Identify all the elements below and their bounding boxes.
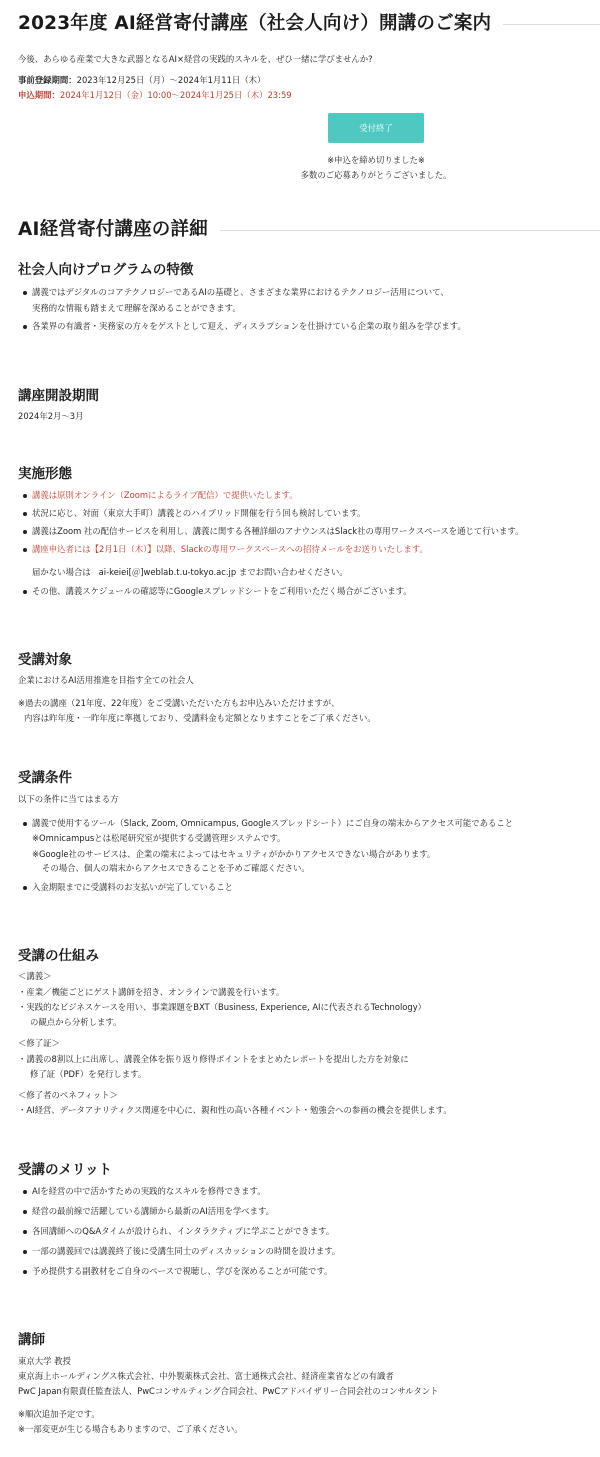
cert-label: ＜修了証＞: [18, 1038, 60, 1048]
instructor-line: 東京海上ホールディングス株式会社、中外製薬株式会社、富士通株式会社、経済産業省などの有識者: [18, 1371, 394, 1381]
list-item: その他、講義スケジュールの確認等にGoogleスプレッドシートをご利用いただく場合がございます。: [22, 585, 412, 598]
cert-line: ・講義の8割以上に出席し、講義全体を振り返り修得ポイントをまとめたレポートを提出した方を対象に: [18, 1054, 409, 1064]
conditions-list-2: [22, 881, 233, 894]
target-heading: 受講対象: [18, 652, 72, 668]
details-title: AI経営寄付講座の詳細: [18, 219, 208, 240]
title-divider: [503, 24, 600, 25]
conditions-sub-note: ※Omnicampusとは松尾研究室が提供する受講管理システムです。: [32, 833, 286, 843]
benefit-line: ・AI経営、データアナリティクス関連を中心に、親和性の高い各種イベント・勉強会への参画の機会を提供します。: [18, 1105, 452, 1115]
period-heading: 講座開設期間: [18, 388, 99, 404]
application-period: [18, 89, 292, 102]
target-note-2: 内容は昨年度・一昨年度に準拠しており、受講料金も定額となりますことをご了承ください。: [24, 713, 376, 723]
instructor-line: PwC Japan有限責任監査法人、PwCコンサルティング合同会社、PwCアドバイザリー合同会社のコンサルタント: [18, 1386, 439, 1396]
features-item-continuation: 実務的な情報も踏まえて理解を深めることができます。: [32, 303, 241, 313]
list-item: 講義で使用するツール（Slack, Zoom, Omnicampus, Googleスプレッドシート）にご自身の端末からアクセス可能であること: [22, 817, 513, 830]
instructor-line: 東京大学 教授: [18, 1356, 71, 1366]
contact-prefix: 届かない場合は: [32, 567, 91, 577]
format-heading: 実施形態: [18, 466, 72, 482]
format-list: [22, 489, 523, 556]
target-line: 企業におけるAI活用推進を目指す全ての社会人: [18, 675, 194, 685]
contact-email[interactable]: ai-keiei[＠]weblab.t.u-tokyo.ac.jp: [98, 567, 237, 577]
list-item: AIを経営の中で活かすための実践的なスキルを修得できます。: [22, 1185, 340, 1198]
features-list-2: [22, 320, 466, 333]
list-item: 入金期限までに受講料のお支払いが完了していること: [22, 881, 233, 894]
list-item: 講義はZoom 社の配信サービスを利用し、講義に関する各種詳細のアナウンスはSlack社の専用ワークスペースを通じて行います。: [22, 525, 523, 538]
conditions-heading: 受講条件: [18, 770, 72, 786]
instructor-note: ※一部変更が生じる場合もありますので、ご了承ください。: [18, 1424, 243, 1434]
target-note-1: ※過去の講座（21年度、22年度）をご受講いただいた方もお申込みいただけますが、: [18, 698, 340, 708]
page-title: 2023年度 AI経営寄付講座（社会人向け）開講のご案内: [18, 13, 492, 34]
list-item: 各回講師へのQ&Aタイムが設けられ、インタラクティブに学ぶことができます。: [22, 1225, 340, 1238]
lecture-line: ・実践的なビジネスケースを用い、事業課題をBXT（Business, Experience, AIに代表されるTechnology）: [18, 1002, 427, 1012]
contact-suffix: までお問い合わせください。: [238, 567, 348, 577]
list-item: 経営の最前線で活躍している講師から最新のAI活用を学べます。: [22, 1205, 340, 1218]
reception-closed-button[interactable]: 受付終了: [328, 113, 424, 143]
merits-heading: 受講のメリット: [18, 1162, 112, 1178]
intro-lead: 今後、あらゆる産業で大きな武器となるAI×経営の実践的スキルを、ぜひ一緒に学びませんか?: [18, 54, 373, 64]
intro-title-row: [18, 10, 600, 39]
format-list-2: [22, 585, 412, 598]
format-contact: [32, 566, 348, 579]
conditions-intro: 以下の条件に当てはまる方: [18, 794, 119, 804]
pre-registration-label: 事前登録期間：: [18, 75, 77, 85]
list-item: 一部の講義回では講義終了後に受講生同士のディスカッションの時間を設けます。: [22, 1245, 340, 1258]
list-item: 講義は原則オンライン（Zoomによるライブ配信）で提供いたします。: [22, 489, 523, 502]
lecture-line: の観点から分析します。: [30, 1017, 122, 1027]
thanks-note: 多数のご応募ありがとうございました。: [300, 170, 452, 180]
list-item: 各業界の有識者・実務家の方々をゲストとして迎え、ディスラプションを仕掛けている企業の取り組みを学びます。: [22, 320, 466, 333]
period-value: 2024年2月～3月: [18, 411, 84, 421]
application-label: 申込期間：: [18, 90, 60, 100]
list-item: 講義ではデジタルのコアテクノロジーであるAIの基礎と、さまざまな業界におけるテクノロジー活用について、: [22, 286, 449, 299]
structure-heading: 受講の仕組み: [18, 948, 99, 964]
pre-registration-value: 2023年12月25日（月）～2024年1月11日（木）: [76, 75, 266, 85]
closed-note: ※申込を締め切りました※: [327, 155, 425, 165]
features-list: [22, 286, 449, 299]
lecture-label: ＜講義＞: [18, 971, 52, 981]
details-title-row: [18, 216, 600, 245]
list-item: 予め提供する副教材をご自身のペースで視聴し、学びを深めることが可能です。: [22, 1265, 340, 1278]
conditions-sub-note: その場合、個人の端末からアクセスできることを予めご確認ください。: [42, 863, 310, 873]
features-heading: 社会人向けプログラムの特徴: [18, 262, 194, 278]
cert-line: 修了証（PDF）を発行します。: [30, 1069, 147, 1079]
instructors-heading: 講師: [18, 1332, 45, 1348]
instructor-note: ※順次追加予定です。: [18, 1409, 100, 1419]
conditions-list: [22, 817, 513, 830]
pre-registration-period: [18, 74, 265, 87]
application-value: 2024年1月12日（金）10:00～2024年1月25日（木）23:59: [59, 90, 292, 100]
benefit-label: ＜修了者のベネフィット＞: [18, 1090, 118, 1100]
lecture-line: ・産業／機能ごとにゲスト講師を招き、オンラインで講義を行います。: [18, 987, 285, 997]
details-divider: [220, 230, 600, 231]
conditions-sub-note: ※Google社のサービスは、企業の端末によってはセキュリティがかかりアクセスできない場合があります。: [32, 849, 436, 859]
list-item: 状況に応じ、対面（東京大手町）講義とのハイブリッド開催を行う回も検討しています。: [22, 507, 523, 520]
list-item: 講座申込者には【2月1日（木）】以降、Slackの専用ワークスペースへの招待メールをお送りいたします。: [22, 543, 523, 556]
merits-list: [22, 1185, 340, 1278]
